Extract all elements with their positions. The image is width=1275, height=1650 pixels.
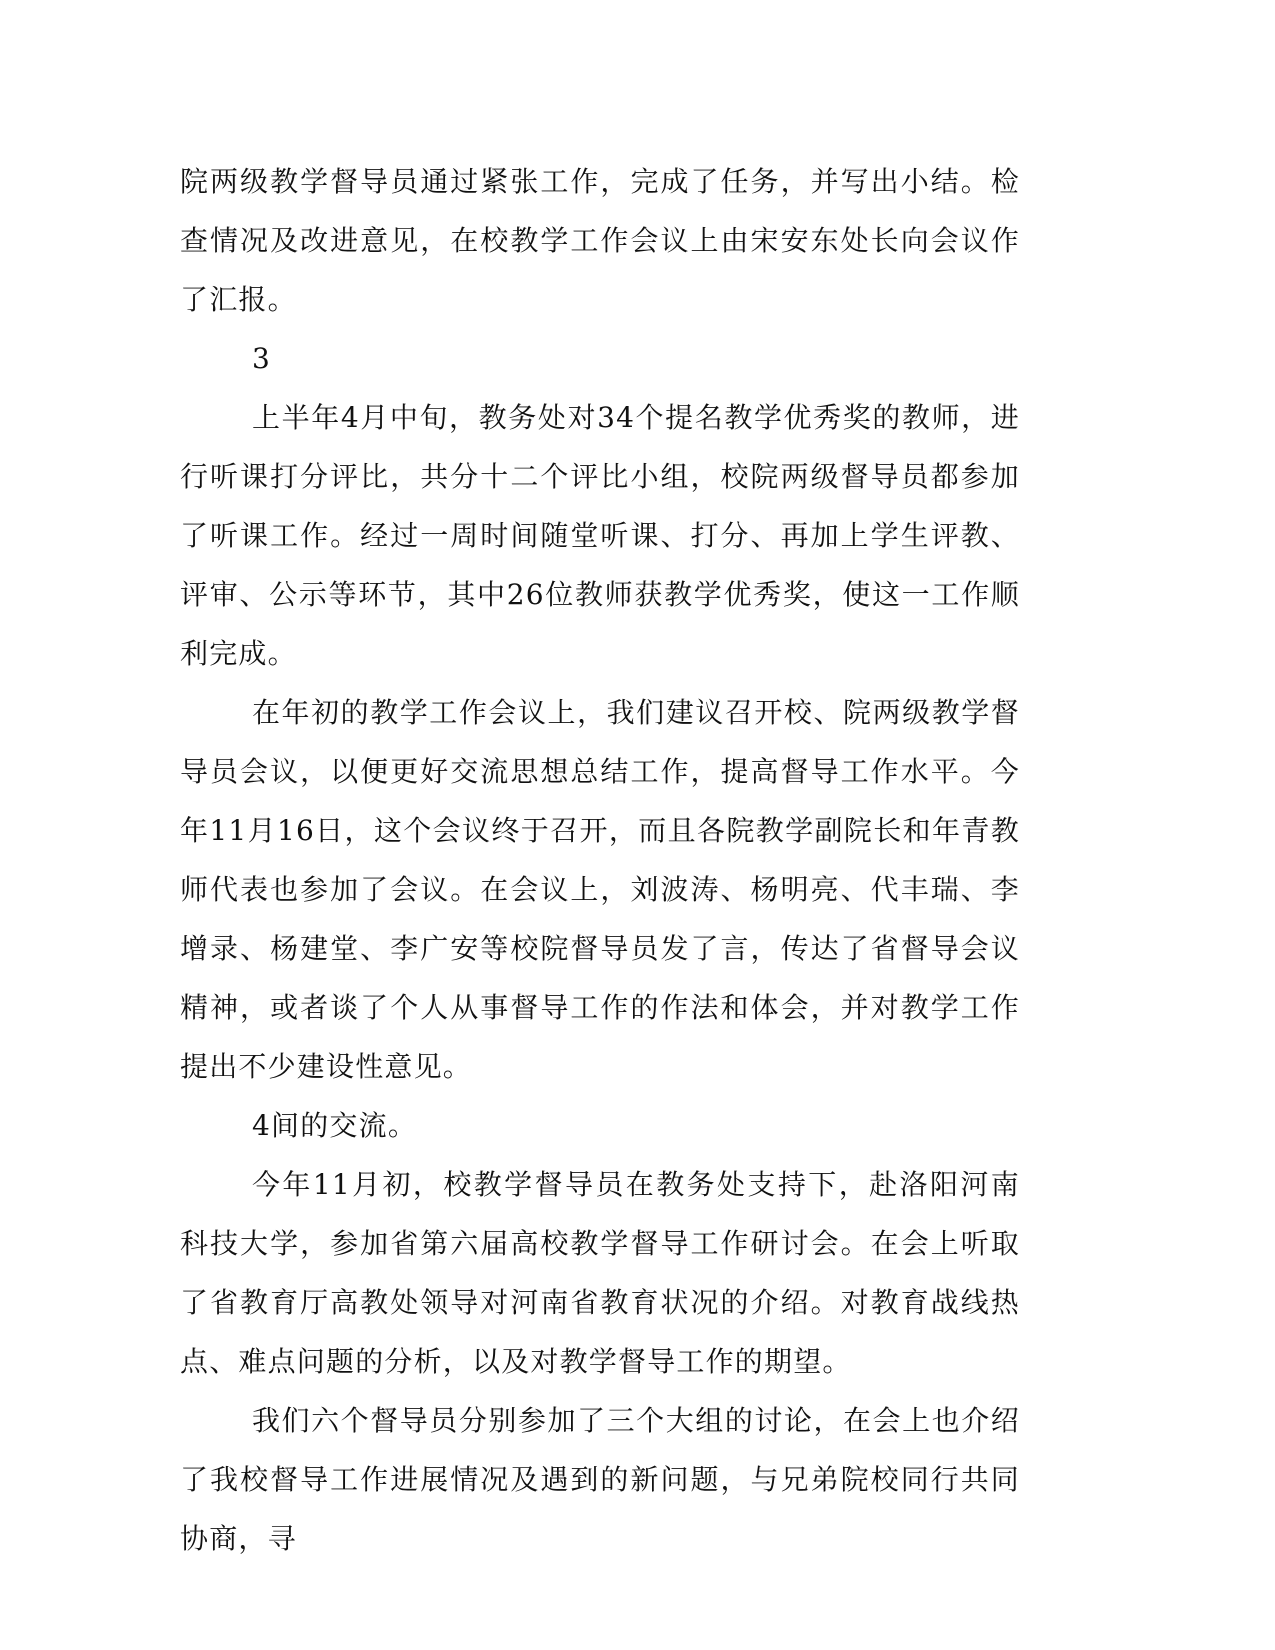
document-body <box>180 152 1020 1568</box>
paragraph-7: 我们六个督导员分别参加了三个大组的讨论，在会上也介绍了我校督导工作进展情况及遇到的新问题，与兄弟院校同行共同协商，寻 <box>180 1404 1020 1555</box>
paragraph-4: 在年初的教学工作会议上，我们建议召开校、院两级教学督导员会议，以便更好交流思想总结工作，提高督导工作水平。今年11月16日，这个会议终于召开，而且各院教学副院长和年青教师代表也参加了会议。在会议上，刘波涛、杨明亮、代丰瑞、李增录、杨建堂、李广安等校院督导员发了言，传达了省督导会议精神，或者谈了个人从事督导工作的作法和体会，并对教学工作提出不少建设性意见。 <box>180 696 1020 1083</box>
paragraph-2: 3 <box>252 342 272 375</box>
paragraph-6: 今年11月初，校教学督导员在教务处支持下，赴洛阳河南科技大学，参加省第六届高校教学督导工作研讨会。在会上听取了省教育厅高教处领导对河南省教育状况的介绍。对教育战线热点、难点问题的分析，以及对教学督导工作的期望。 <box>180 1168 1020 1378</box>
paragraph-1: 院两级教学督导员通过紧张工作，完成了任务，并写出小结。检查情况及改进意见，在校教学工作会议上由宋安东处长向会议作了汇报。 <box>180 165 1020 316</box>
paragraph-3: 上半年4月中旬，教务处对34个提名教学优秀奖的教师，进行听课打分评比，共分十二个评比小组，校院两级督导员都参加了听课工作。经过一周时间随堂听课、打分、再加上学生评教、评审、公示等环节，其中26位教师获教学优秀奖，使这一工作顺利完成。 <box>180 401 1020 670</box>
paragraph-5: 4间的交流。 <box>252 1109 418 1142</box>
